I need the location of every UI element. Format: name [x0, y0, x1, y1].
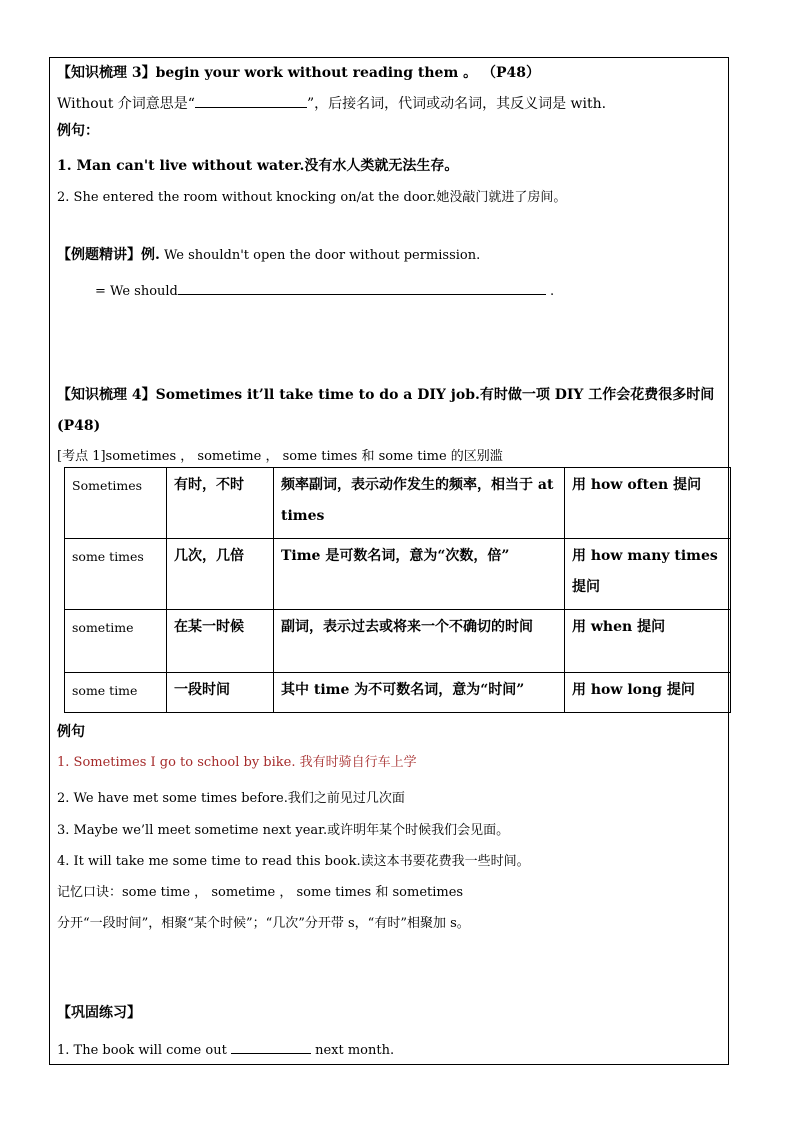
table-cell-meaning: 一段时间: [167, 673, 274, 713]
example-some-time: 4. It will take me some time to read this book.读这本书要花费我一些时间。: [57, 854, 530, 869]
table-cell-question: 用 how long 提问: [565, 673, 731, 713]
table-cell-question: 用 how many times 提问: [565, 539, 731, 610]
drill-sentence: We shouldn't open the door without permission.: [159, 248, 481, 263]
drill-answer-pre: = We should: [95, 284, 178, 299]
example-some-times: 2. We have met some times before.我们之前见过几次面: [57, 791, 405, 806]
section4-heading: 【知识梳理 4】Sometimes it’ll take time to do a DIY job.有时做一项 DIY 工作会花费很多时间: [57, 387, 715, 403]
table-row: [65, 468, 731, 539]
test-point-1: [考点 1]sometimes ， sometime ， some times 和 some time 的区别滥: [57, 449, 503, 464]
table-cell-usage: 频率副词，表示动作发生的频率，相当于 at times: [274, 468, 565, 539]
example-sometime: 3. Maybe we’ll meet sometime next year.或许明年某个时候我们会见面。: [57, 823, 510, 838]
table-cell-word: some time: [65, 673, 167, 713]
table-cell-meaning: 在某一时候: [167, 610, 274, 673]
table-cell-question: 用 when 提问: [565, 610, 731, 673]
comparison-table: [64, 467, 731, 713]
table-cell-word: Sometimes: [65, 468, 167, 539]
example-label: 例句：: [57, 123, 99, 139]
without-explanation: [57, 97, 606, 111]
drill-answer-line: [95, 285, 554, 298]
section4-page-ref: (P48): [57, 418, 101, 434]
drill-heading: 【例题精讲】例.: [57, 247, 160, 263]
table-row: [65, 673, 731, 713]
table-row: [65, 610, 731, 673]
table-cell-usage: Time 是可数名词，意为“次数，倍”: [274, 539, 565, 610]
answer-blank-3[interactable]: [231, 1052, 311, 1054]
table-cell-meaning: 几次，几倍: [167, 539, 274, 610]
table-cell-word: sometime: [65, 610, 167, 673]
example-sentence-1: 1. Man can't live without water.没有水人类就无法生存。: [57, 158, 459, 174]
table-cell-meaning: 有时，不时: [167, 468, 274, 539]
drill-line: [57, 248, 480, 262]
table-row: [65, 539, 731, 610]
without-line-post: ”，后接名词，代词或动名词，其反义词是 with.: [306, 96, 607, 112]
table-cell-question: 用 how often 提问: [565, 468, 731, 539]
section3-heading: 【知识梳理 3】begin your work without reading them 。 （P48）: [57, 65, 541, 81]
table-cell-word: some times: [65, 539, 167, 610]
mnemonic-line-1: 记忆口诀：some time ， sometime ， some times 和 sometimes: [57, 885, 464, 900]
table-cell-usage: 副词，表示过去或将来一个不确切的时间: [274, 610, 565, 673]
drill-answer-post: .: [545, 284, 555, 299]
examples-label: 例句: [57, 724, 85, 740]
practice-q1-post: next month.: [310, 1043, 395, 1058]
table-cell-usage: 其中 time 为不可数名词，意为“时间”: [274, 673, 565, 713]
without-line-pre: Without 介词意思是“: [57, 96, 195, 112]
answer-blank-2[interactable]: [178, 293, 546, 295]
mnemonic-line-2: 分开“一段时间”，相聚“某个时候”；“几次”分开带 s，“有时”相聚加 s。: [57, 916, 470, 931]
practice-q1-pre: 1. The book will come out: [57, 1043, 231, 1058]
example-sometimes: 1. Sometimes I go to school by bike. 我有时骑自行车上学: [57, 755, 417, 770]
example-sentence-2: 2. She entered the room without knocking on/at the door.她没敲门就进了房间。: [57, 190, 567, 205]
answer-blank-1[interactable]: [195, 106, 307, 108]
practice-heading: 【巩固练习】: [57, 1005, 141, 1021]
practice-question-1: [57, 1044, 394, 1057]
